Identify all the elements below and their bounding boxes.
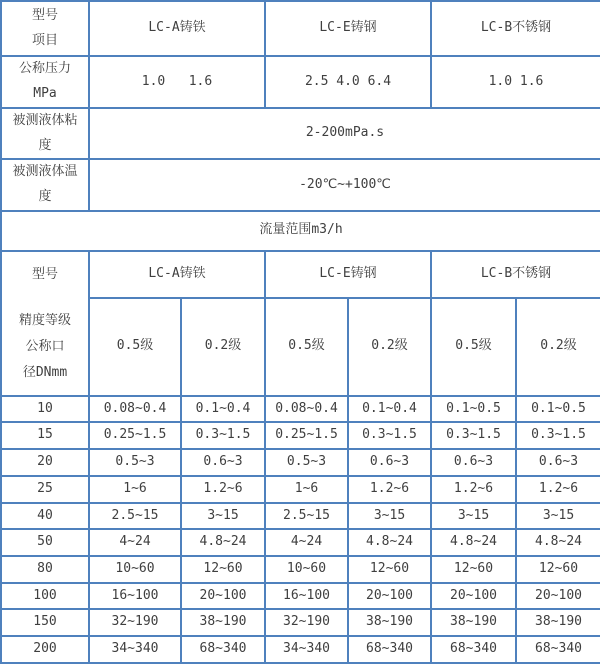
flow-value: 3~15 [516,503,600,530]
flow-model-header-row [1,251,600,298]
grade-cell: 0.2级 [516,298,600,396]
flow-value: 4.8~24 [516,529,600,556]
pressure-row [1,56,600,108]
flow-value: 0.1~0.5 [516,396,600,423]
flow-value: 0.25~1.5 [89,422,181,449]
flow-banner-row [1,211,600,251]
flow-value: 1.2~6 [516,476,600,503]
flow-value: 38~190 [348,609,431,636]
flow-value: 12~60 [516,556,600,583]
flow-row-dn40 [1,503,600,530]
flow-value: 12~60 [181,556,265,583]
flow-value: 12~60 [348,556,431,583]
flow-value: 68~340 [181,636,265,663]
flow-value: 0.5~3 [89,449,181,476]
model-header-lcb: LC-B不锈钢 [431,1,600,56]
flow-value: 10~60 [265,556,348,583]
corner-line-item: 项目 [31,32,58,48]
flow-value: 0.3~1.5 [431,422,516,449]
flow-banner: 流量范围m3/h [1,211,600,251]
viscosity-label: 被测液体粘 度 [1,108,89,159]
model-header-lce: LC-E铸钢 [265,1,431,56]
pressure-value-lca: 1.0 1.6 [89,56,265,108]
flow-value: 1~6 [89,476,181,503]
flow-value: 1.2~6 [431,476,516,503]
flow-model-lcb: LC-B不锈钢 [431,251,600,298]
flow-value: 68~340 [348,636,431,663]
flow-value: 1~6 [265,476,348,503]
flow-row-dn150 [1,609,600,636]
flow-corner-bottom: 精度等级 公称口 径DNmm [18,312,71,380]
grade-cell: 0.5级 [431,298,516,396]
grade-cell: 0.5级 [89,298,181,396]
flow-value: 2.5~15 [89,503,181,530]
temperature-row [1,159,600,210]
flow-value: 12~60 [431,556,516,583]
flow-value: 3~15 [348,503,431,530]
viscosity-row [1,108,600,159]
dn-cell: 200 [1,636,89,663]
flow-corner-top: 型号 [31,266,58,282]
corner-header [1,1,89,56]
flow-value: 34~340 [89,636,181,663]
dn-cell: 10 [1,396,89,423]
dn-cell: 50 [1,529,89,556]
flow-model-lce: LC-E铸钢 [265,251,431,298]
grade-cell: 0.2级 [348,298,431,396]
flow-value: 16~100 [89,583,181,610]
flow-value: 20~100 [181,583,265,610]
pressure-value-lcb: 1.0 1.6 [431,56,600,108]
dn-cell: 100 [1,583,89,610]
corner-line-model: 型号 [31,7,58,23]
flow-row-dn15 [1,422,600,449]
flow-value: 32~190 [89,609,181,636]
grade-cell: 0.2级 [181,298,265,396]
flow-value: 0.08~0.4 [89,396,181,423]
flow-value: 16~100 [265,583,348,610]
flow-value: 3~15 [431,503,516,530]
model-header-row [1,1,600,56]
dn-cell: 80 [1,556,89,583]
dn-cell: 15 [1,422,89,449]
accuracy-grade-row [1,298,600,396]
flow-value: 20~100 [516,583,600,610]
flow-value: 4.8~24 [348,529,431,556]
temperature-value: -20℃~+100℃ [89,159,600,210]
flow-value: 1.2~6 [181,476,265,503]
flow-value: 0.5~3 [265,449,348,476]
flow-value: 4.8~24 [431,529,516,556]
grade-cell: 0.5级 [265,298,348,396]
flow-row-dn200 [1,636,600,663]
flow-row-dn80 [1,556,600,583]
pressure-value-lce: 2.5 4.0 6.4 [265,56,431,108]
flow-row-dn50 [1,529,600,556]
flow-value: 20~100 [348,583,431,610]
flow-value: 0.6~3 [348,449,431,476]
model-header-lca: LC-A铸铁 [89,1,265,56]
flow-value: 20~100 [431,583,516,610]
flow-row-dn100 [1,583,600,610]
flow-value: 2.5~15 [265,503,348,530]
flow-value: 4.8~24 [181,529,265,556]
flow-value: 4~24 [89,529,181,556]
flow-value: 0.3~1.5 [348,422,431,449]
flow-value: 38~190 [181,609,265,636]
flow-value: 68~340 [516,636,600,663]
flow-row-dn20 [1,449,600,476]
pressure-label: 公称压力 MPa [1,56,89,108]
dn-cell: 25 [1,476,89,503]
flow-value: 38~190 [431,609,516,636]
flow-value: 34~340 [265,636,348,663]
flow-value: 68~340 [431,636,516,663]
flow-value: 0.3~1.5 [516,422,600,449]
flow-value: 0.6~3 [181,449,265,476]
dn-cell: 40 [1,503,89,530]
flow-value: 0.1~0.4 [348,396,431,423]
flow-value: 1.2~6 [348,476,431,503]
flow-value: 0.1~0.4 [181,396,265,423]
flow-row-dn25 [1,476,600,503]
flow-model-lca: LC-A铸铁 [89,251,265,298]
dn-cell: 20 [1,449,89,476]
flow-value: 0.1~0.5 [431,396,516,423]
flow-value: 0.3~1.5 [181,422,265,449]
flow-value: 0.6~3 [431,449,516,476]
flow-value: 4~24 [265,529,348,556]
viscosity-value: 2-200mPa.s [89,108,600,159]
dn-cell: 150 [1,609,89,636]
flow-value: 0.08~0.4 [265,396,348,423]
flow-value: 32~190 [265,609,348,636]
flow-value: 38~190 [516,609,600,636]
flow-value: 10~60 [89,556,181,583]
flow-value: 0.6~3 [516,449,600,476]
flow-corner-header [1,251,89,396]
flow-row-dn10 [1,396,600,423]
flow-value: 3~15 [181,503,265,530]
flow-value: 0.25~1.5 [265,422,348,449]
temperature-label: 被测液体温 度 [1,159,89,210]
